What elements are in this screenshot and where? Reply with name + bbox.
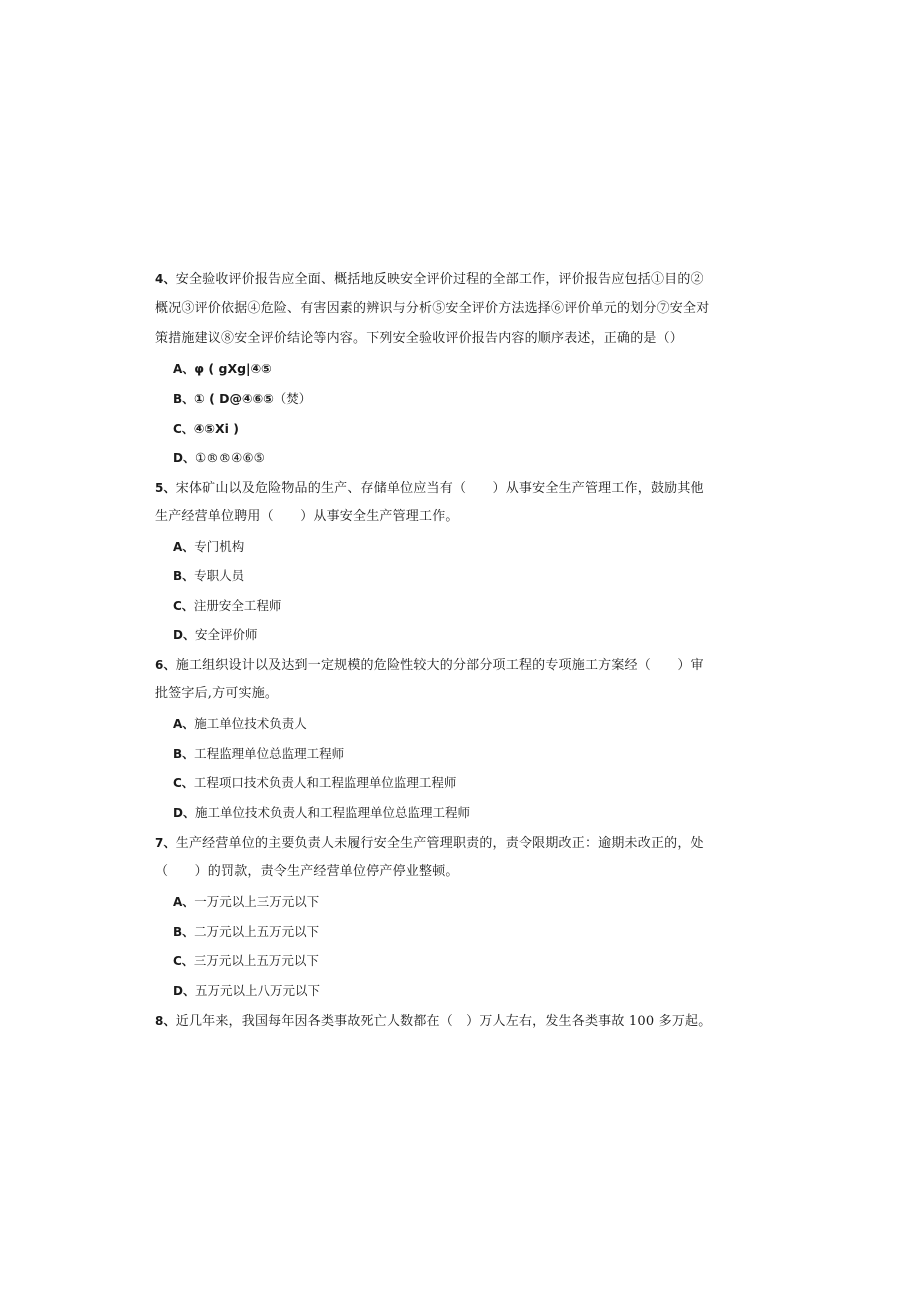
option-letter: D、: [173, 628, 195, 642]
option-a: [173, 539, 244, 555]
option-b: [173, 568, 244, 584]
question-5-line-2: 生产经营单位聘用（ ）从事安全生产管理工作。: [155, 509, 459, 524]
option-letter: D、: [173, 806, 195, 820]
option-letter: C、: [173, 422, 194, 436]
option-letter: C、: [173, 954, 194, 968]
option-text: 五万元以上八万元以下: [194, 983, 320, 998]
question-number: 5、: [155, 481, 176, 495]
question-8-line-1: [155, 1013, 711, 1030]
option-letter: B、: [173, 569, 195, 583]
question-7-line-2: （ ）的罚款，责令生产经营单位停产停业整顿。: [155, 864, 459, 879]
option-d: [173, 627, 257, 643]
option-text: ④⑤Xi ): [193, 421, 239, 436]
option-text: 一万元以上三万元以下: [194, 894, 320, 909]
option-a: [173, 716, 307, 732]
option-b: [173, 391, 311, 407]
question-text: 生产经营单位的主要负责人未履行安全生产管理职责的，责令限期改正：逾期未改正的，处: [175, 836, 704, 851]
question-text: 近几年来，我国每年因各类事故死亡人数都在（ ）万人左右，发生各类事故 100 多万起。: [175, 1014, 712, 1029]
option-letter: B、: [173, 392, 195, 406]
option-letter: B、: [173, 747, 195, 761]
question-text: 安全验收评价报告应全面、概括地反映安全评价过程的全部工作，评价报告应包括①目的②: [175, 272, 704, 287]
question-number: 7、: [155, 836, 176, 850]
option-letter: A、: [173, 362, 195, 376]
option-a: [173, 894, 319, 910]
question-6-line-2: 批签字后,方可实施。: [155, 686, 279, 701]
question-4-line-2: 概况③评价依据④危险、有害因素的辨识与分析⑤安全评价方法选择⑥评价单元的划分⑦安全对: [155, 301, 710, 316]
option-c: [173, 598, 281, 614]
option-text: 注册安全工程师: [193, 598, 282, 613]
option-letter: D、: [173, 984, 195, 998]
option-d: [173, 450, 265, 466]
option-d: [173, 983, 320, 999]
option-text: ①®®④⑥⑤: [194, 450, 265, 465]
option-letter: C、: [173, 776, 194, 790]
option-text: 专职人员: [194, 568, 245, 583]
option-c: [173, 421, 239, 437]
option-text: 专门机构: [194, 539, 245, 554]
option-text: 安全评价师: [194, 627, 258, 642]
option-c: [173, 775, 456, 791]
question-number: 4、: [155, 272, 176, 286]
question-number: 6、: [155, 658, 176, 672]
option-text: ① ( D@④⑥⑤: [194, 391, 274, 406]
question-5-line-1: [155, 480, 704, 497]
option-b: [173, 746, 344, 762]
question-4-line-1: [155, 271, 704, 288]
option-b: [173, 924, 319, 940]
option-letter: B、: [173, 925, 195, 939]
option-text: 施工单位技术负责人: [194, 716, 307, 731]
question-number: 8、: [155, 1014, 176, 1028]
option-text: 三万元以上五万元以下: [193, 953, 319, 968]
option-letter: C、: [173, 599, 194, 613]
question-text: 施工组织设计以及达到一定规模的危险性较大的分部分项工程的专项施工方案经（ ）审: [175, 658, 704, 673]
option-text: 工程监理单位总监理工程师: [194, 746, 345, 761]
option-a: [173, 361, 272, 377]
option-suffix: （焚）: [273, 391, 312, 406]
option-text: 施工单位技术负责人和工程监理单位总监理工程师: [194, 805, 470, 820]
option-letter: A、: [173, 540, 195, 554]
question-4-line-3: 策措施建议⑧安全评价结论等内容。下列安全验收评价报告内容的顺序表述，正确的是（）: [155, 331, 684, 346]
option-letter: A、: [173, 717, 195, 731]
option-text: φ ( gXg|④⑤: [194, 361, 272, 376]
option-text: 二万元以上五万元以下: [194, 924, 320, 939]
option-text: 工程项口技术负责人和工程监理单位监理工程师: [193, 775, 457, 790]
question-7-line-1: [155, 835, 704, 852]
option-letter: D、: [173, 451, 195, 465]
option-c: [173, 953, 319, 969]
question-text: 宋体矿山以及危险物品的生产、存储单位应当有（ ）从事安全生产管理工作，鼓励其他: [175, 481, 704, 496]
question-6-line-1: [155, 657, 704, 674]
option-d: [173, 805, 470, 821]
option-letter: A、: [173, 895, 195, 909]
